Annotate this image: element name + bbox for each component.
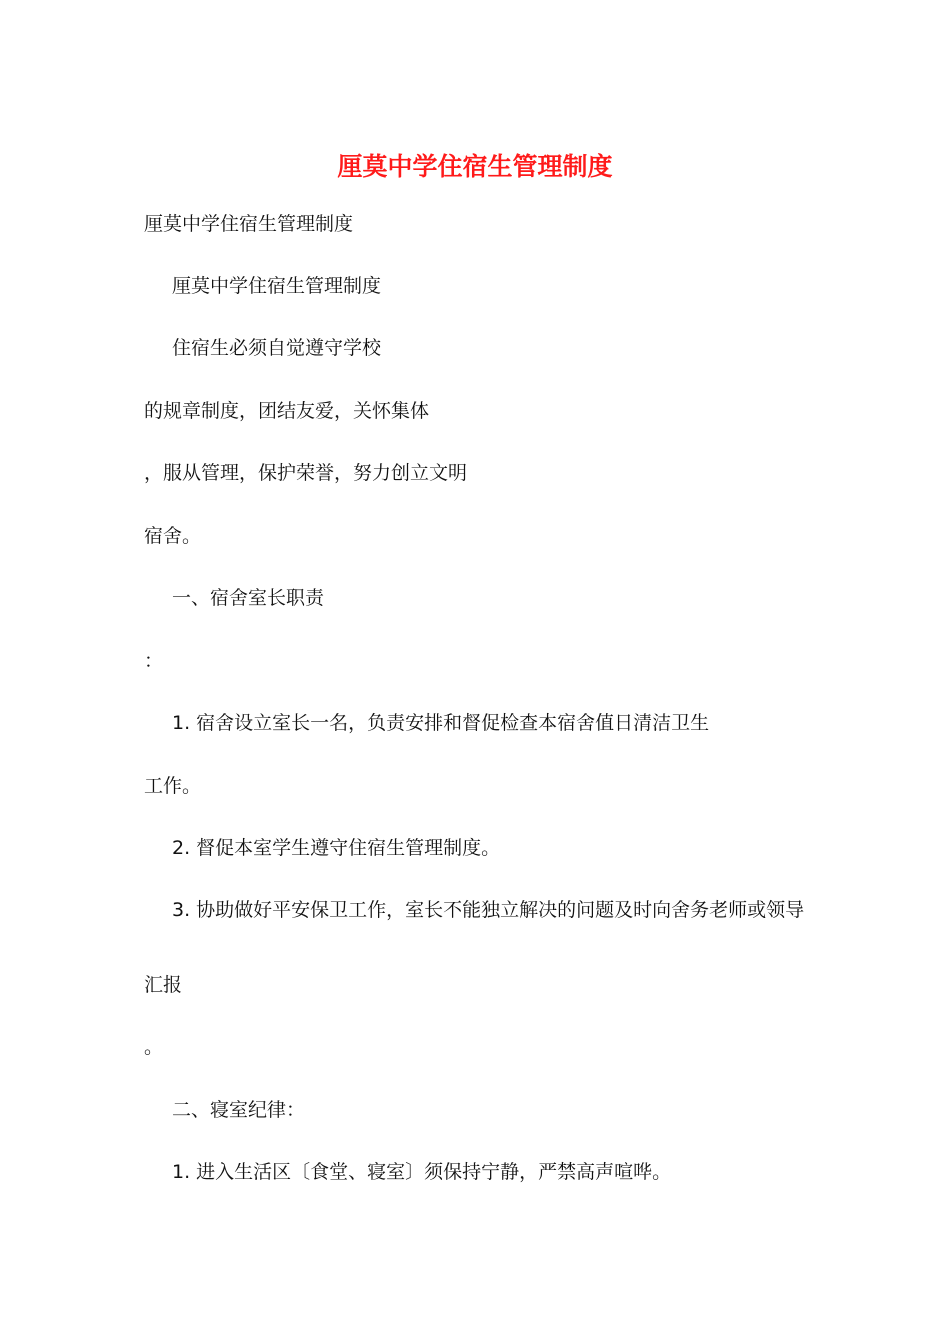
document-title: 厘莫中学住宿生管理制度	[337, 152, 613, 181]
list-item-1-3-end: 。	[144, 1036, 164, 1058]
list-item-1-3: 3. 协助做好平安保卫工作，室长不能独立解决的问题及时向舍务老师或领导	[172, 899, 805, 921]
list-item-2-1: 1. 进入生活区〔食堂、寝室〕须保持宁静，严禁高声喧哗。	[172, 1161, 672, 1183]
body-line-6: 宿舍。	[144, 525, 202, 547]
section-heading-2: 二、寝室纪律：	[172, 1099, 306, 1121]
list-item-1-1-continued: 工作。	[144, 775, 202, 797]
body-line-5: ，服从管理，保护荣誉，努力创立文明	[144, 462, 468, 484]
list-item-1-1: 1. 宿舍设立室长一名，负责安排和督促检查本宿舍值日清洁卫生	[172, 712, 710, 734]
list-item-1-3-continued: 汇报	[144, 974, 183, 996]
body-line-3: 住宿生必须自觉遵守学校	[172, 337, 382, 359]
body-line-4: 的规章制度，团结友爱，关怀集体	[144, 400, 430, 422]
body-line-8: ：	[144, 650, 164, 672]
body-line-1: 厘莫中学住宿生管理制度	[144, 213, 354, 235]
body-line-2: 厘莫中学住宿生管理制度	[172, 275, 382, 297]
section-heading-1: 一、宿舍室长职责	[172, 587, 325, 609]
list-item-1-2: 2. 督促本室学生遵守住宿生管理制度。	[172, 837, 501, 859]
